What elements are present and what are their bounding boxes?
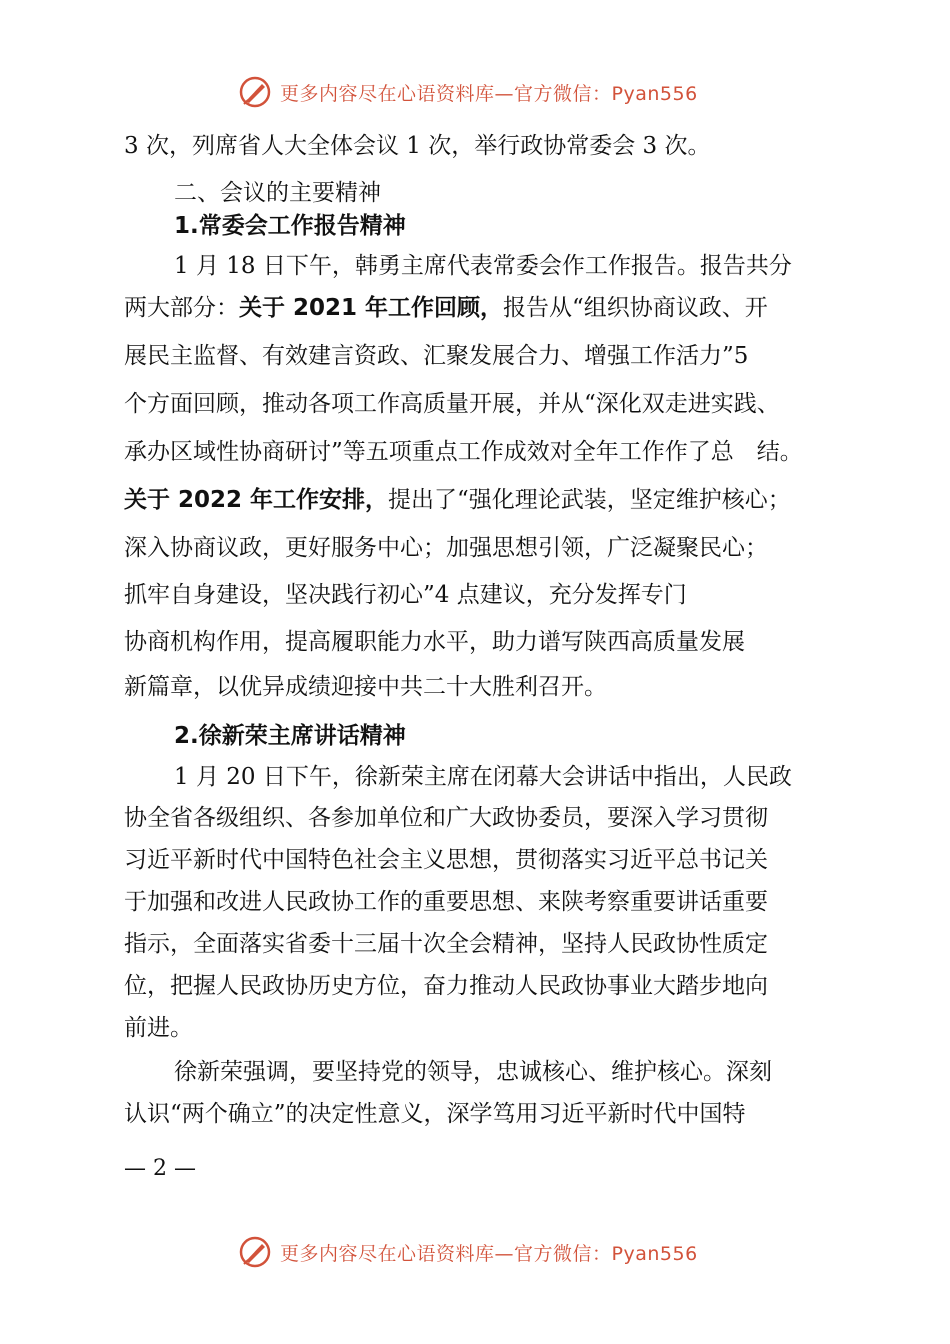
section-heading: 二、会议的主要精神 (174, 180, 381, 206)
body-text: 报告从“组织协商议政、开 (503, 295, 768, 321)
body-line: 协全省各级组织、各参加单位和广大政协委员，要深入学习贯彻 (124, 805, 768, 831)
bold-phrase: 关于 2022 年工作安排， (124, 487, 389, 513)
body-line: 3 次，列席省人大全体会议 1 次，举行政协常委会 3 次。 (124, 133, 711, 159)
body-line: 位，把握人民政协历史方位，奋力推动人民政协事业大踏步地向 (124, 973, 768, 999)
quill-circle-logo-icon (238, 75, 272, 109)
paragraph-first-line: 1 月 18 日下午，韩勇主席代表常委会作工作报告。报告共分 (174, 253, 792, 279)
body-line: 新篇章，以优异成绩迎接中共二十大胜利召开。 (124, 674, 607, 700)
page-number: — 2 — (124, 1156, 196, 1181)
body-line: 认识“两个确立”的决定性意义，深学笃用习近平新时代中国特 (124, 1101, 746, 1127)
banner-text: 更多内容尽在心语资料库—官方微信：Pyan556 (280, 1242, 698, 1265)
header-banner (238, 72, 758, 112)
body-line: 协商机构作用，提高履职能力水平，助力谱写陕西高质量发展 (124, 629, 745, 655)
body-line: 承办区域性协商研讨”等五项重点工作成效对全年工作作了总 结。 (124, 439, 803, 465)
bold-phrase: 关于 2021 年工作回顾， (239, 295, 504, 321)
body-line: 抓牢自身建设，坚决践行初心”4 点建议，充分发挥专门 (124, 582, 687, 608)
quill-circle-logo-icon (238, 1235, 272, 1269)
body-line (124, 293, 864, 323)
body-line: 习近平新时代中国特色社会主义思想，贯彻落实习近平总书记关 (124, 847, 768, 873)
body-line: 前进。 (124, 1015, 193, 1041)
body-line: 展民主监督、有效建言资政、汇聚发展合力、增强工作活力”5 (124, 343, 749, 369)
banner-text: 更多内容尽在心语资料库—官方微信：Pyan556 (280, 82, 698, 105)
body-line: 指示，全面落实省委十三届十次全会精神，坚持人民政协性质定 (124, 931, 768, 957)
paragraph-first-line: 1 月 20 日下午，徐新荣主席在闭幕大会讲话中指出，人民政 (174, 764, 792, 790)
body-line: 个方面回顾，推动各项工作高质量开展，并从“深化双走进实践、 (124, 391, 780, 417)
subsection-heading: 2.徐新荣主席讲话精神 (174, 723, 406, 749)
body-line (124, 485, 864, 515)
footer-banner (238, 1232, 758, 1272)
body-line: 深入协商议政，更好服务中心；加强思想引领，广泛凝聚民心； (124, 535, 768, 561)
body-text: 提出了“强化理论武装，坚定维护核心； (388, 487, 791, 513)
body-text: 两大部分： (124, 295, 239, 321)
body-line: 于加强和改进人民政协工作的重要思想、来陕考察重要讲话重要 (124, 889, 768, 915)
subsection-heading: 1.常委会工作报告精神 (174, 213, 406, 239)
paragraph-first-line: 徐新荣强调，要坚持党的领导，忠诚核心、维护核心。深刻 (174, 1059, 772, 1085)
